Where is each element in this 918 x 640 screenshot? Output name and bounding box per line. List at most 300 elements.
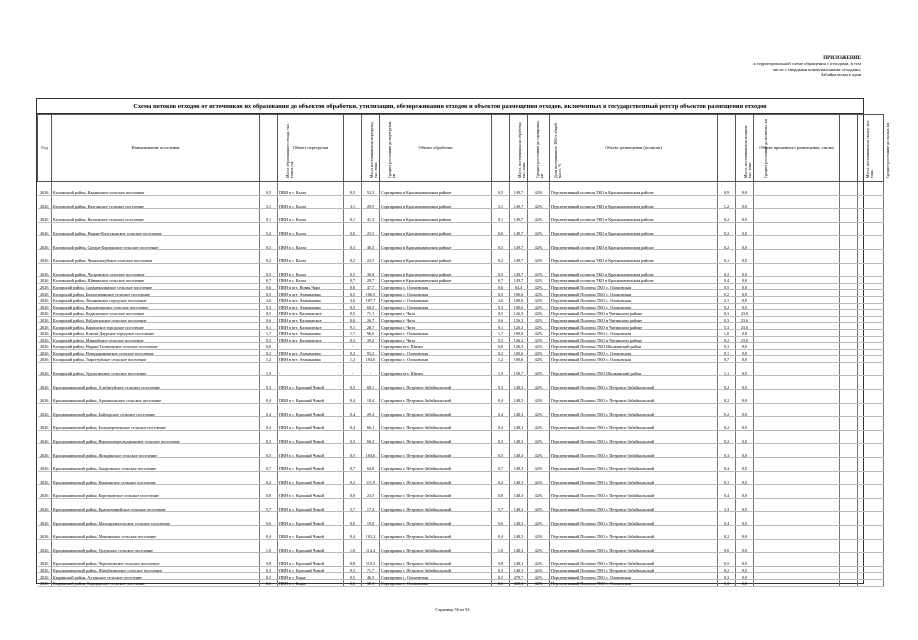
- table-cell-empty: [840, 222, 858, 236]
- table-cell-ld: 0,0: [736, 458, 754, 472]
- table-cell-od: 148,3: [510, 376, 528, 390]
- table-cell-od: 148,3: [510, 430, 528, 444]
- table-cell-ld: 23,6: [736, 336, 754, 343]
- table-cell-pd: 104,6: [362, 356, 380, 363]
- table-cell-empty: [754, 512, 840, 526]
- table-cell-o: Сортировка г. Петровск-Забайкальский: [380, 471, 492, 485]
- column-header-label: Среднее расстояние до перегрузки, км: [388, 120, 396, 178]
- table-cell-pm: 3,6: [344, 296, 362, 303]
- table-cell-p: ПВН в пгт. Атамановка: [278, 349, 344, 356]
- table-cell-pm: 0,2: [344, 349, 362, 356]
- table-cell-y: 2026: [38, 343, 52, 350]
- table-cell-ld: 0,0: [736, 526, 754, 540]
- table-cell-od: 148,3: [510, 498, 528, 512]
- table-cell-om: 3,1: [492, 195, 510, 209]
- table-cell-pm: 0,8: [344, 485, 362, 499]
- table-cell-y: 2026: [38, 526, 52, 540]
- table-cell-od: 148,3: [510, 526, 528, 540]
- table-cell-om: 1,0: [492, 539, 510, 553]
- table-cell-om: 0,1: [492, 209, 510, 223]
- table-cell-om: 0,7: [492, 277, 510, 284]
- table-cell-ld: 0,0: [736, 498, 754, 512]
- table-cell-y: 2026: [38, 390, 52, 404]
- table-cell-l: Перспективный Полигон ТКО г. Петровск-Забайкальский: [550, 444, 718, 458]
- table-cell-om: 0,4: [492, 526, 510, 540]
- column-header: [52, 115, 260, 182]
- table-cell-o: Сортировка с. Олоновская: [380, 303, 492, 310]
- table-cell-empty: [858, 336, 884, 343]
- table-cell-empty: [840, 356, 858, 363]
- table-cell-om: 0,6: [492, 579, 510, 586]
- table-cell-p: ПВН в с. Красный Чикой: [278, 444, 344, 458]
- table-cell-m: 3,1: [260, 195, 278, 209]
- table-cell-lm: 0,2: [718, 290, 736, 297]
- table-cell-lm: 0,2: [718, 403, 736, 417]
- table-cell-om: 0,3: [492, 376, 510, 390]
- table-row: [38, 283, 884, 290]
- table-cell-pd: 30,6: [362, 263, 380, 277]
- table-cell-y: 2026: [38, 222, 52, 236]
- table-cell-y: 2026: [38, 277, 52, 284]
- table-cell-od: 100,6: [510, 296, 528, 303]
- table-cell-s: Калганский район, Чупровское сельское поселение: [52, 263, 260, 277]
- table-cell-om: 0,3: [492, 236, 510, 250]
- table-cell-om: 0,8: [492, 485, 510, 499]
- table-cell-lm: 0,3: [718, 316, 736, 323]
- table-cell-s: Каларский район, Кадасинское сельское поселение: [52, 310, 260, 317]
- table-cell-empty: [754, 573, 840, 580]
- table-cell-s: Калганский район, Средне-Борзинское сельское поселение: [52, 236, 260, 250]
- table-cell-p: ПВН в пгт. Казановское: [278, 310, 344, 317]
- table-cell-om: 3,6: [492, 296, 510, 303]
- table-cell-ld: 0,0: [736, 579, 754, 586]
- table-cell-empty: [840, 236, 858, 250]
- column-header-label: Масса образованного отхода, тыс. тонн в год: [286, 122, 294, 178]
- table-cell-m: 5,7: [260, 498, 278, 512]
- table-cell-pd: 111,9: [362, 471, 380, 485]
- table-cell-y: 2026: [38, 283, 52, 290]
- table-cell-l: Перспективный Полигон ТКО г. Петровск-Забайкальский: [550, 390, 718, 404]
- table-cell-p: ПВН в с. Красный Чикой: [278, 498, 344, 512]
- table-row: [38, 356, 884, 363]
- table-cell-o: Сортировка пгт. Шилка: [380, 362, 492, 376]
- table-cell-pd: 26,7: [362, 316, 380, 323]
- table-cell-om: 0,3: [492, 303, 510, 310]
- table-cell-empty: [858, 343, 884, 350]
- table-cell-s: Каларский район, Балахтачинское сельское поселение: [52, 290, 260, 297]
- table-cell-o: Сортировка с. Олоновская: [380, 290, 492, 297]
- table-cell-empty: [754, 195, 840, 209]
- table-cell-empty: [840, 526, 858, 540]
- table-cell-m: 0,6: [260, 579, 278, 586]
- table-cell-sh: 42%: [528, 182, 550, 196]
- table-row: [38, 296, 884, 303]
- table-cell-pm: 0,7: [344, 458, 362, 472]
- table-cell-m: 0,8: [260, 553, 278, 567]
- table-cell-empty: [840, 209, 858, 223]
- table-cell-o: Сортировка с. Олоновская: [380, 296, 492, 303]
- table-row: [38, 263, 884, 277]
- table-cell-pd: 22,5: [362, 249, 380, 263]
- table-cell-empty: [840, 303, 858, 310]
- table-cell-pm: 0,4: [344, 403, 362, 417]
- table-cell-s: Краснокаменский район, Менгинское сельское поселение: [52, 526, 260, 540]
- table-cell-y: 2026: [38, 303, 52, 310]
- waste-flow-table: [37, 114, 890, 587]
- table-cell-empty: [858, 316, 884, 323]
- table-cell-l: Перспективный Полигон ТКО г. Петровск-Забайкальский: [550, 417, 718, 431]
- table-cell-od: 150,7: [510, 362, 528, 376]
- table-cell-empty: [858, 329, 884, 336]
- table-cell-s: Краснокаменский район, Конкинское сельское поселение: [52, 471, 260, 485]
- table-row: [38, 390, 884, 404]
- table-cell-ld: 0,0: [736, 376, 754, 390]
- table-cell-l: Перспективный Полигон ТКО г. Петровск-Забайкальский: [550, 485, 718, 499]
- table-cell-empty: [840, 249, 858, 263]
- table-row: [38, 417, 884, 431]
- table-cell-lm: 0,2: [718, 376, 736, 390]
- table-cell-lm: 0,2: [718, 336, 736, 343]
- table-cell-empty: [754, 263, 840, 277]
- table-cell-m: 0,3: [260, 566, 278, 573]
- table-cell-om: 0,6: [492, 512, 510, 526]
- table-cell-empty: [754, 553, 840, 567]
- table-cell-od: 148,3: [510, 485, 528, 499]
- table-cell-om: 5,7: [492, 498, 510, 512]
- table-cell-l: Перспективный Полигон ТКО в Читинском районе: [550, 310, 718, 317]
- table-cell-om: 0,4: [492, 390, 510, 404]
- table-cell-o: Сортировка с. Олоновская: [380, 349, 492, 356]
- table-cell-sh: 42%: [528, 310, 550, 317]
- table-row: [38, 573, 884, 580]
- table-cell-om: 0,7: [492, 458, 510, 472]
- table-cell-p: ПВН в с. Кыра: [278, 573, 344, 580]
- table-cell-m: 3,6: [260, 296, 278, 303]
- table-cell-om: 0,6: [492, 222, 510, 236]
- table-cell-om: 1,2: [492, 356, 510, 363]
- table-cell-om: 0,5: [492, 573, 510, 580]
- table-cell-empty: [858, 195, 884, 209]
- table-cell-empty: [754, 417, 840, 431]
- table-cell-pd: 38,1: [362, 579, 380, 586]
- table-cell-lm: 0,7: [718, 356, 736, 363]
- table-row: [38, 444, 884, 458]
- table-cell-y: 2026: [38, 290, 52, 297]
- table-cell-s: Краснокаменский район, Урлукское сельское поселение: [52, 539, 260, 553]
- table-cell-p: ПВН в пгт. Атамановка: [278, 329, 344, 336]
- table-cell-od: 148,3: [510, 417, 528, 431]
- column-header: [718, 115, 752, 182]
- table-cell-sh: 42%: [528, 323, 550, 330]
- table-cell-lm: 0,3: [718, 444, 736, 458]
- table-cell-y: 2026: [38, 417, 52, 431]
- table-cell-empty: [858, 263, 884, 277]
- table-cell-l: Перспективный полигон ТКО в Краснокаменском районе: [550, 209, 718, 223]
- table-cell-empty: [858, 323, 884, 330]
- table-cell-m: 0,4: [260, 403, 278, 417]
- table-cell-lm: 1,0: [718, 329, 736, 336]
- table-cell-om: 0,5: [492, 263, 510, 277]
- table-cell-ld: 0,0: [736, 209, 754, 223]
- table-cell-od: 148,3: [510, 458, 528, 472]
- table-cell-sh: 42%: [528, 356, 550, 363]
- table-cell-p: ПВН в с. Красный Чикой: [278, 566, 344, 573]
- column-header-label: Среднее расстояние до свалки, км: [886, 122, 890, 178]
- table-cell-p: ПВН в с. Калга: [278, 195, 344, 209]
- table-cell-pd: 107,7: [362, 296, 380, 303]
- table-cell-y: 2026: [38, 458, 52, 472]
- table-cell-m: 0,6: [260, 343, 278, 350]
- table-cell-lm: 0,2: [718, 526, 736, 540]
- table-cell-ld: 0,0: [736, 553, 754, 567]
- table-cell-sh: 42%: [528, 316, 550, 323]
- table-cell-om: 0,2: [492, 471, 510, 485]
- table-cell-p: ПВН в с. Красный Чикой: [278, 539, 344, 553]
- table-cell-m: 0,3: [260, 236, 278, 250]
- table-cell-lm: 0,4: [718, 458, 736, 472]
- table-cell-lm: 0,2: [718, 236, 736, 250]
- table-cell-empty: [754, 403, 840, 417]
- table-cell-pd: 19,0: [362, 512, 380, 526]
- table-cell-m: 1,9: [260, 362, 278, 376]
- table-cell-empty: [754, 376, 840, 390]
- table-cell-od: 100,6: [510, 329, 528, 336]
- table-cell-l: Перспективный Полигон ТКО г. Петровск-Забайкальский: [550, 498, 718, 512]
- table-cell-l: Перспективный Полигон ТКО г. Петровск-Забайкальский: [550, 458, 718, 472]
- table-cell-pm: 0,6: [344, 579, 362, 586]
- table-cell-l: Перспективный Полигон ТКО г. Петровск-Забайкальский: [550, 376, 718, 390]
- table-row: [38, 430, 884, 444]
- table-cell-y: 2026: [38, 236, 52, 250]
- table-cell-m: 0,3: [260, 336, 278, 343]
- table-cell-pm: 9,1: [344, 323, 362, 330]
- table-cell-y: 2026: [38, 362, 52, 376]
- table-cell-sh: 42%: [528, 512, 550, 526]
- table-cell-pd: 66,1: [362, 417, 380, 431]
- table-cell-p: ПВН в пгт. Атамановка: [278, 356, 344, 363]
- table-cell-empty: [858, 417, 884, 431]
- table-cell-pm: 0,3: [344, 566, 362, 573]
- table-cell-lm: 0,4: [718, 512, 736, 526]
- table-cell-o: Сортировка г. Чита: [380, 316, 492, 323]
- table-cell-empty: [858, 310, 884, 317]
- table-cell-l: Перспективный Полигон ТКО г. Петровск-Забайкальский: [550, 430, 718, 444]
- table-cell-o: Сортировка в Краснокаменском районе: [380, 182, 492, 196]
- table-cell-empty: [754, 336, 840, 343]
- table-cell-p: ПВН в с. Красный Чикой: [278, 485, 344, 499]
- table-cell-ld: 0,0: [736, 566, 754, 573]
- table-cell-s: Краснокаменский район, Байхорское сельское поселение: [52, 403, 260, 417]
- table-cell-y: 2026: [38, 430, 52, 444]
- table-cell-ld: 0,0: [736, 277, 754, 284]
- table-cell-empty: [840, 444, 858, 458]
- table-cell-pd: 93,2: [362, 349, 380, 356]
- table-cell-sh: 42%: [528, 417, 550, 431]
- table-cell-s: Краснокаменский район, Черемховское сельское поселение: [52, 553, 260, 567]
- table-cell-empty: [858, 579, 884, 586]
- table-cell-om: 0,3: [492, 336, 510, 343]
- table-cell-p: ПВН в с. Красный Чикой: [278, 403, 344, 417]
- table-cell-empty: [754, 303, 840, 310]
- table-cell-y: 2026: [38, 329, 52, 336]
- table-cell-ld: 0,0: [736, 195, 754, 209]
- table-cell-empty: [840, 349, 858, 356]
- table-cell-y: 2026: [38, 566, 52, 573]
- table-cell-empty: [754, 249, 840, 263]
- table-cell-pm: 0,3: [344, 430, 362, 444]
- table-cell-pd: 23,5: [362, 485, 380, 499]
- table-cell-lm: 0,6: [718, 539, 736, 553]
- table-cell-m: 0,3: [260, 430, 278, 444]
- table-cell-l: Перспективный Полигон ТКО Шилкинский район: [550, 343, 718, 350]
- table-cell-sh: 42%: [528, 236, 550, 250]
- appendix-line: Забайкальского края: [820, 72, 861, 78]
- table-cell-empty: [840, 417, 858, 431]
- table-cell-pd: 46,3: [362, 236, 380, 250]
- table-cell-empty: [840, 362, 858, 376]
- table-cell-o: Сортировка г. Петровск-Забайкальский: [380, 498, 492, 512]
- table-cell-empty: [754, 579, 840, 586]
- table-cell-lm: 0,4: [718, 485, 736, 499]
- table-cell-l: Перспективный Полигон ТКО с. Олоновская: [550, 290, 718, 297]
- table-cell-m: 0,5: [260, 310, 278, 317]
- table-cell-s: Каларский район, Маякийское сельское поселение: [52, 336, 260, 343]
- table-cell-pm: 0,5: [344, 263, 362, 277]
- table-cell-pm: 0,4: [344, 390, 362, 404]
- table-cell-empty: [840, 336, 858, 343]
- table-cell-empty: [754, 362, 840, 376]
- table-cell-y: 2026: [38, 263, 52, 277]
- table-cell-o: Сортировка в Краснокаменском районе: [380, 195, 492, 209]
- table-cell-s: Краснокаменский район, Жиндинское сельское поселение: [52, 444, 260, 458]
- table-cell-pm: 0,3: [344, 303, 362, 310]
- table-cell-om: 0,6: [492, 343, 510, 350]
- table-cell-pd: 106,5: [362, 290, 380, 297]
- table-cell-lm: 0,3: [718, 310, 736, 317]
- table-cell-s: Каларский район, Тыргетуйское сельское поселение: [52, 356, 260, 363]
- table-cell-y: 2026: [38, 485, 52, 499]
- table-cell-pm: 0,5: [344, 444, 362, 458]
- table-cell-lm: 5,3: [718, 323, 736, 330]
- table-cell-pd: 41,3: [362, 209, 380, 223]
- table-cell-y: 2026: [38, 182, 52, 196]
- table-cell-empty: [840, 458, 858, 472]
- table-cell-od: 468,3: [510, 579, 528, 586]
- column-header: [550, 115, 718, 182]
- table-cell-lm: 0,2: [718, 430, 736, 444]
- table-cell-empty: [858, 283, 884, 290]
- table-cell-l: Перспективный полигон ТКО в Краснокаменском районе: [550, 236, 718, 250]
- table-cell-lm: 0,1: [718, 249, 736, 263]
- table-cell-p: ПВН в с. Калга: [278, 222, 344, 236]
- table-cell-od: 149,7: [510, 182, 528, 196]
- table-cell-m: 0,5: [260, 263, 278, 277]
- table-cell-od: 126,3: [510, 336, 528, 343]
- table-cell-sh: 42%: [528, 249, 550, 263]
- table-cell-sh: 42%: [528, 444, 550, 458]
- table-row: [38, 566, 884, 573]
- table-cell-ld: 0,0: [736, 430, 754, 444]
- table-row: [38, 362, 884, 376]
- table-cell-s: Калганский район, Чингильтуйское сельское поселение: [52, 249, 260, 263]
- table-cell-od: 100,6: [510, 303, 528, 310]
- table-cell-sh: 42%: [528, 526, 550, 540]
- table-cell-empty: [754, 283, 840, 290]
- table-cell-sh: 42%: [528, 566, 550, 573]
- table-cell-l: Перспективный Полигон ТКО г. Петровск-Забайкальский: [550, 566, 718, 573]
- table-cell-empty: [840, 290, 858, 297]
- table-cell-s: Каларский район, Верхнечарское сельское поселение: [52, 303, 260, 310]
- table-cell-empty: [858, 290, 884, 297]
- table-cell-lm: 0,2: [718, 303, 736, 310]
- table-cell-sh: 42%: [528, 403, 550, 417]
- table-cell-om: 1,7: [492, 329, 510, 336]
- table-cell-l: Перспективный полигон ТКО в Краснокаменском районе: [550, 182, 718, 196]
- table-cell-l: Перспективный Полигон ТКО с. Олоновская: [550, 579, 718, 586]
- table-cell-pd: 64,0: [362, 458, 380, 472]
- table-cell-o: Сортировка г. Чита: [380, 323, 492, 330]
- table-cell-ld: 0,0: [736, 296, 754, 303]
- table-cell-sh: 42%: [528, 498, 550, 512]
- table-cell-sh: 42%: [528, 458, 550, 472]
- table-cell-empty: [858, 362, 884, 376]
- table-cell-y: 2026: [38, 539, 52, 553]
- table-cell-o: Сортировка г. Петровск-Забайкальский: [380, 539, 492, 553]
- table-cell-empty: [858, 573, 884, 580]
- table-cell-p: ПВН в пгт. Новая Чара: [278, 283, 344, 290]
- table-cell-y: 2026: [38, 316, 52, 323]
- table-cell-ld: 0,0: [736, 290, 754, 297]
- table-row: [38, 336, 884, 343]
- table-cell-o: Сортировка в Краснокаменском районе: [380, 249, 492, 263]
- table-cell-o: Сортировка г. Петровск-Забайкальский: [380, 390, 492, 404]
- table-cell-o: Сортировка г. Чита: [380, 336, 492, 343]
- table-cell-empty: [754, 290, 840, 297]
- table-cell-om: 0,2: [492, 249, 510, 263]
- table-cell-p: ПВН в с. Красный Чикой: [278, 512, 344, 526]
- table-cell-m: 0,4: [260, 417, 278, 431]
- table-cell-sh: 42%: [528, 579, 550, 586]
- table-cell-y: 2026: [38, 249, 52, 263]
- table-cell-empty: [858, 526, 884, 540]
- table-cell-m: 0,4: [260, 526, 278, 540]
- table-cell-m: 0,6: [260, 512, 278, 526]
- table-cell-o: Сортировка с. Олоновская: [380, 329, 492, 336]
- table-cell-od: 149,7: [510, 209, 528, 223]
- table-cell-y: 2026: [38, 512, 52, 526]
- table-cell-p: ПВН в с. Красный Чикой: [278, 553, 344, 567]
- table-cell-empty: [754, 316, 840, 323]
- table-cell-empty: [858, 349, 884, 356]
- table-cell-m: 0,1: [260, 209, 278, 223]
- table-row: [38, 579, 884, 586]
- table-cell-empty: [754, 444, 840, 458]
- table-cell-m: 1,0: [260, 539, 278, 553]
- table-cell-pd: -: [362, 362, 380, 376]
- table-cell-ld: 0,0: [736, 182, 754, 196]
- table-cell-empty: [840, 277, 858, 284]
- table-cell-o: Сортировка г. Петровск-Забайкальский: [380, 403, 492, 417]
- table-cell-p: ПВН в с. Красный Чикой: [278, 417, 344, 431]
- table-cell-sh: 42%: [528, 222, 550, 236]
- table-cell-lm: 0,4: [718, 277, 736, 284]
- table-cell-m: 0,3: [260, 376, 278, 390]
- table-cell-o: Сортировка с. Олоновская: [380, 356, 492, 363]
- table-cell-p: -: [278, 362, 344, 376]
- table-row: [38, 349, 884, 356]
- table-cell-empty: [858, 222, 884, 236]
- table-cell-od: 148,3: [510, 390, 528, 404]
